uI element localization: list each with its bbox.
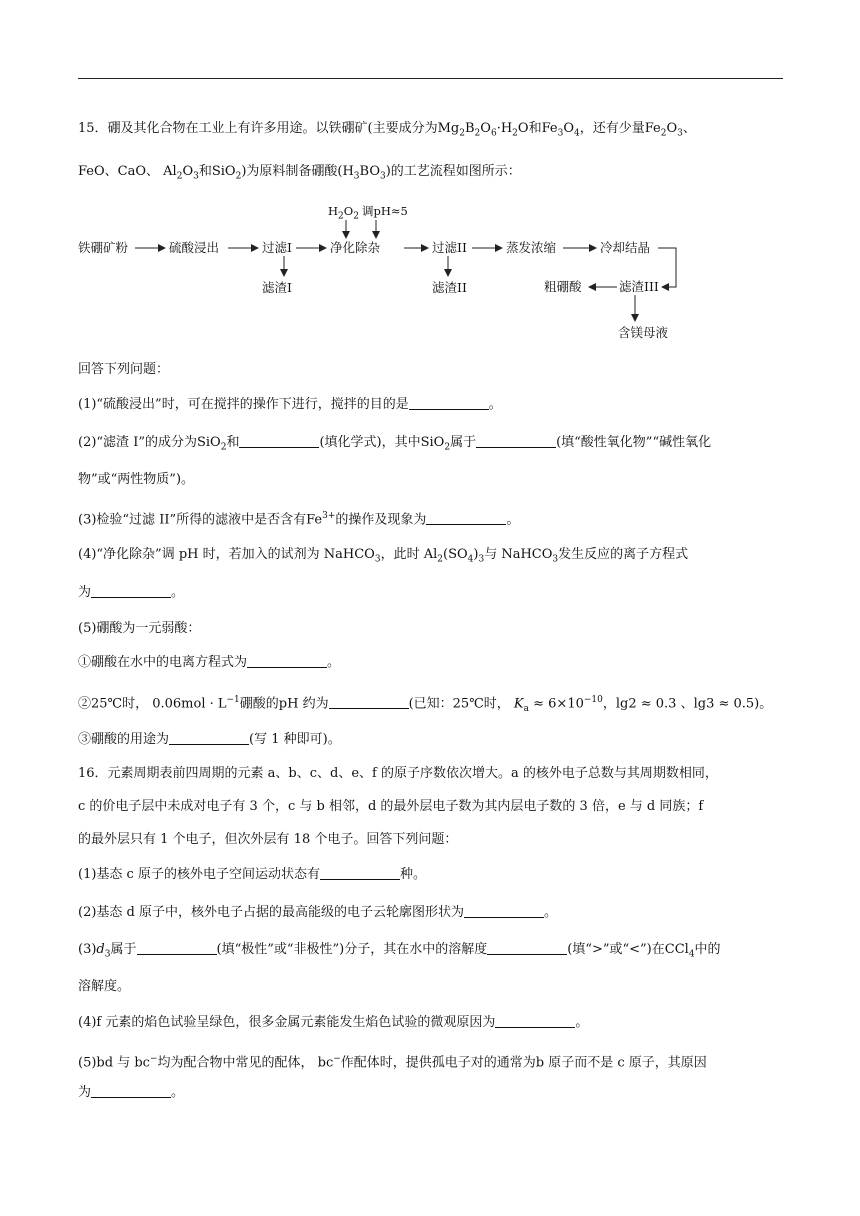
node-residue-3: 滤渣III — [619, 279, 659, 294]
node-iron-boron-ore: 铁硼矿粉 — [78, 240, 129, 255]
node-purify: 净化除杂 — [330, 240, 381, 255]
node-filter-2: 过滤II — [432, 240, 467, 255]
node-residue-1: 滤渣I — [262, 280, 292, 295]
q15-intro-line1: 15．硼及其化合物在工业上有许多用途。以铁硼矿(主要成分为$Mg_2B_2O_6\cdot H_2O$和$Fe_3O_4$，还有少量$Fe_2O_3$、 — [78, 121, 696, 139]
answer-blank[interactable] — [409, 395, 489, 410]
q15-part3: (3)检验“过滤 II”所得的滤液中是否含有$Fe^{3+}$的操作及现象为 。 — [78, 511, 520, 528]
answer-blank[interactable] — [91, 1083, 171, 1098]
q15-part2-line2: 物”或“两性物质”)。 — [78, 472, 195, 487]
answer-blank[interactable] — [487, 940, 567, 955]
q16-part5-line2: 为 。 — [78, 1085, 185, 1100]
answer-prompt: 回答下列问题： — [78, 362, 170, 377]
q16-intro-line3: 的最外层只有 1 个电子，但次外层有 18 个电子。回答下列问题： — [78, 832, 458, 847]
q15-part5-3: ③硼酸的用途为 (写 1 种即可)。 — [78, 732, 341, 747]
answer-blank[interactable] — [320, 865, 400, 880]
answer-blank[interactable] — [239, 433, 319, 448]
node-adjust-ph: 调pH≈5 — [362, 204, 408, 218]
answer-blank[interactable] — [91, 583, 171, 598]
q16-part3-line1: $(3)d_3$属于 (填“极性”或“非极性”)分子，其在水中的溶解度 (填“>”或“<”)在CCl$_4$中的 — [78, 942, 721, 960]
answer-blank[interactable] — [426, 510, 506, 525]
process-flow-diagram — [78, 198, 688, 346]
node-residue-2: 滤渣II — [432, 280, 467, 295]
header-rule — [78, 78, 783, 79]
q16-intro-line1: 16．元素周期表前四周期的元素 a、b、c、d、e、f 的原子序数依次增大。a 的核外电子总数与其周期数相同， — [78, 766, 718, 781]
q15-part5-2: ②25℃时， $0.06mol \cdot L^{-1}$硼酸的pH 约为 (已知：25℃时， $K_a \approx 6\times 10^{-10}$，lg2 ≈ 0.3 、lg3 ≈ 0.5)。 — [78, 695, 773, 714]
answer-blank[interactable] — [464, 903, 544, 918]
node-crystallize: 冷却结晶 — [600, 240, 651, 255]
node-evaporate: 蒸发浓缩 — [506, 240, 557, 255]
node-filter-1: 过滤I — [262, 240, 292, 255]
flow-arrows — [78, 198, 688, 346]
q15-part5: (5)硼酸为一元弱酸： — [78, 621, 201, 636]
q15-part5-1: ①硼酸在水中的电离方程式为 。 — [78, 655, 341, 670]
q15-part4-line2: 为 。 — [78, 585, 185, 600]
answer-blank[interactable] — [169, 730, 249, 745]
q15-part2-line1: (2)“滤渣 I”的成分为SiO$_2$和 (填化学式)，其中SiO$_2$属于 (填“酸性氧化物”“碱性氧化 — [78, 435, 712, 453]
node-h2o2: $H_2O_2$ — [328, 204, 359, 222]
node-acid-leach: 硫酸浸出 — [169, 240, 220, 255]
q16-part4: (4)f 元素的焰色试验呈绿色，很多金属元素能发生焰色试验的微观原因为 。 — [78, 1015, 589, 1030]
answer-blank[interactable] — [137, 940, 217, 955]
answer-blank[interactable] — [247, 653, 327, 668]
node-crude-boric-acid: 粗硼酸 — [544, 279, 582, 294]
q16-part2: (2)基态 d 原子中，核外电子占据的最高能级的电子云轮廓图形状为 。 — [78, 905, 558, 920]
q16-part1: (1)基态 c 原子的核外电子空间运动状态有 种。 — [78, 867, 426, 882]
q15-part4-line1: (4)“净化除杂”调 pH 时，若加入的试剂为 NaHCO$_3$，此时 $Al_2(SO_4)_3$与 NaHCO$_3$发生反应的离子方程式 — [78, 547, 689, 565]
q16-intro-line2: c 的价电子层中未成对电子有 3 个，c 与 b 相邻，d 的最外层电子数为其内层电子数的 3 倍，e 与 d 同族；f — [78, 799, 704, 814]
q15-part1: (1)“硫酸浸出”时，可在搅拌的操作下进行，搅拌的目的是 。 — [78, 397, 502, 412]
q16-part3-line2: 溶解度。 — [78, 979, 131, 994]
node-mg-mother-liquor: 含镁母液 — [618, 325, 669, 340]
q15-intro-line2: FeO、CaO、 $Al_2O_3$和SiO$_2$)为原料制备硼酸$(H_3BO_3)$的工艺流程如图所示： — [78, 164, 521, 182]
q16-part5-line1: (5)bd 与 bc−均为配合物中常见的配体， bc−作配体时，提供孤电子对的通常为b 原子而不是 c 原子，其原因 — [78, 1054, 707, 1071]
answer-blank[interactable] — [329, 694, 409, 709]
answer-blank[interactable] — [476, 433, 556, 448]
answer-blank[interactable] — [495, 1013, 575, 1028]
